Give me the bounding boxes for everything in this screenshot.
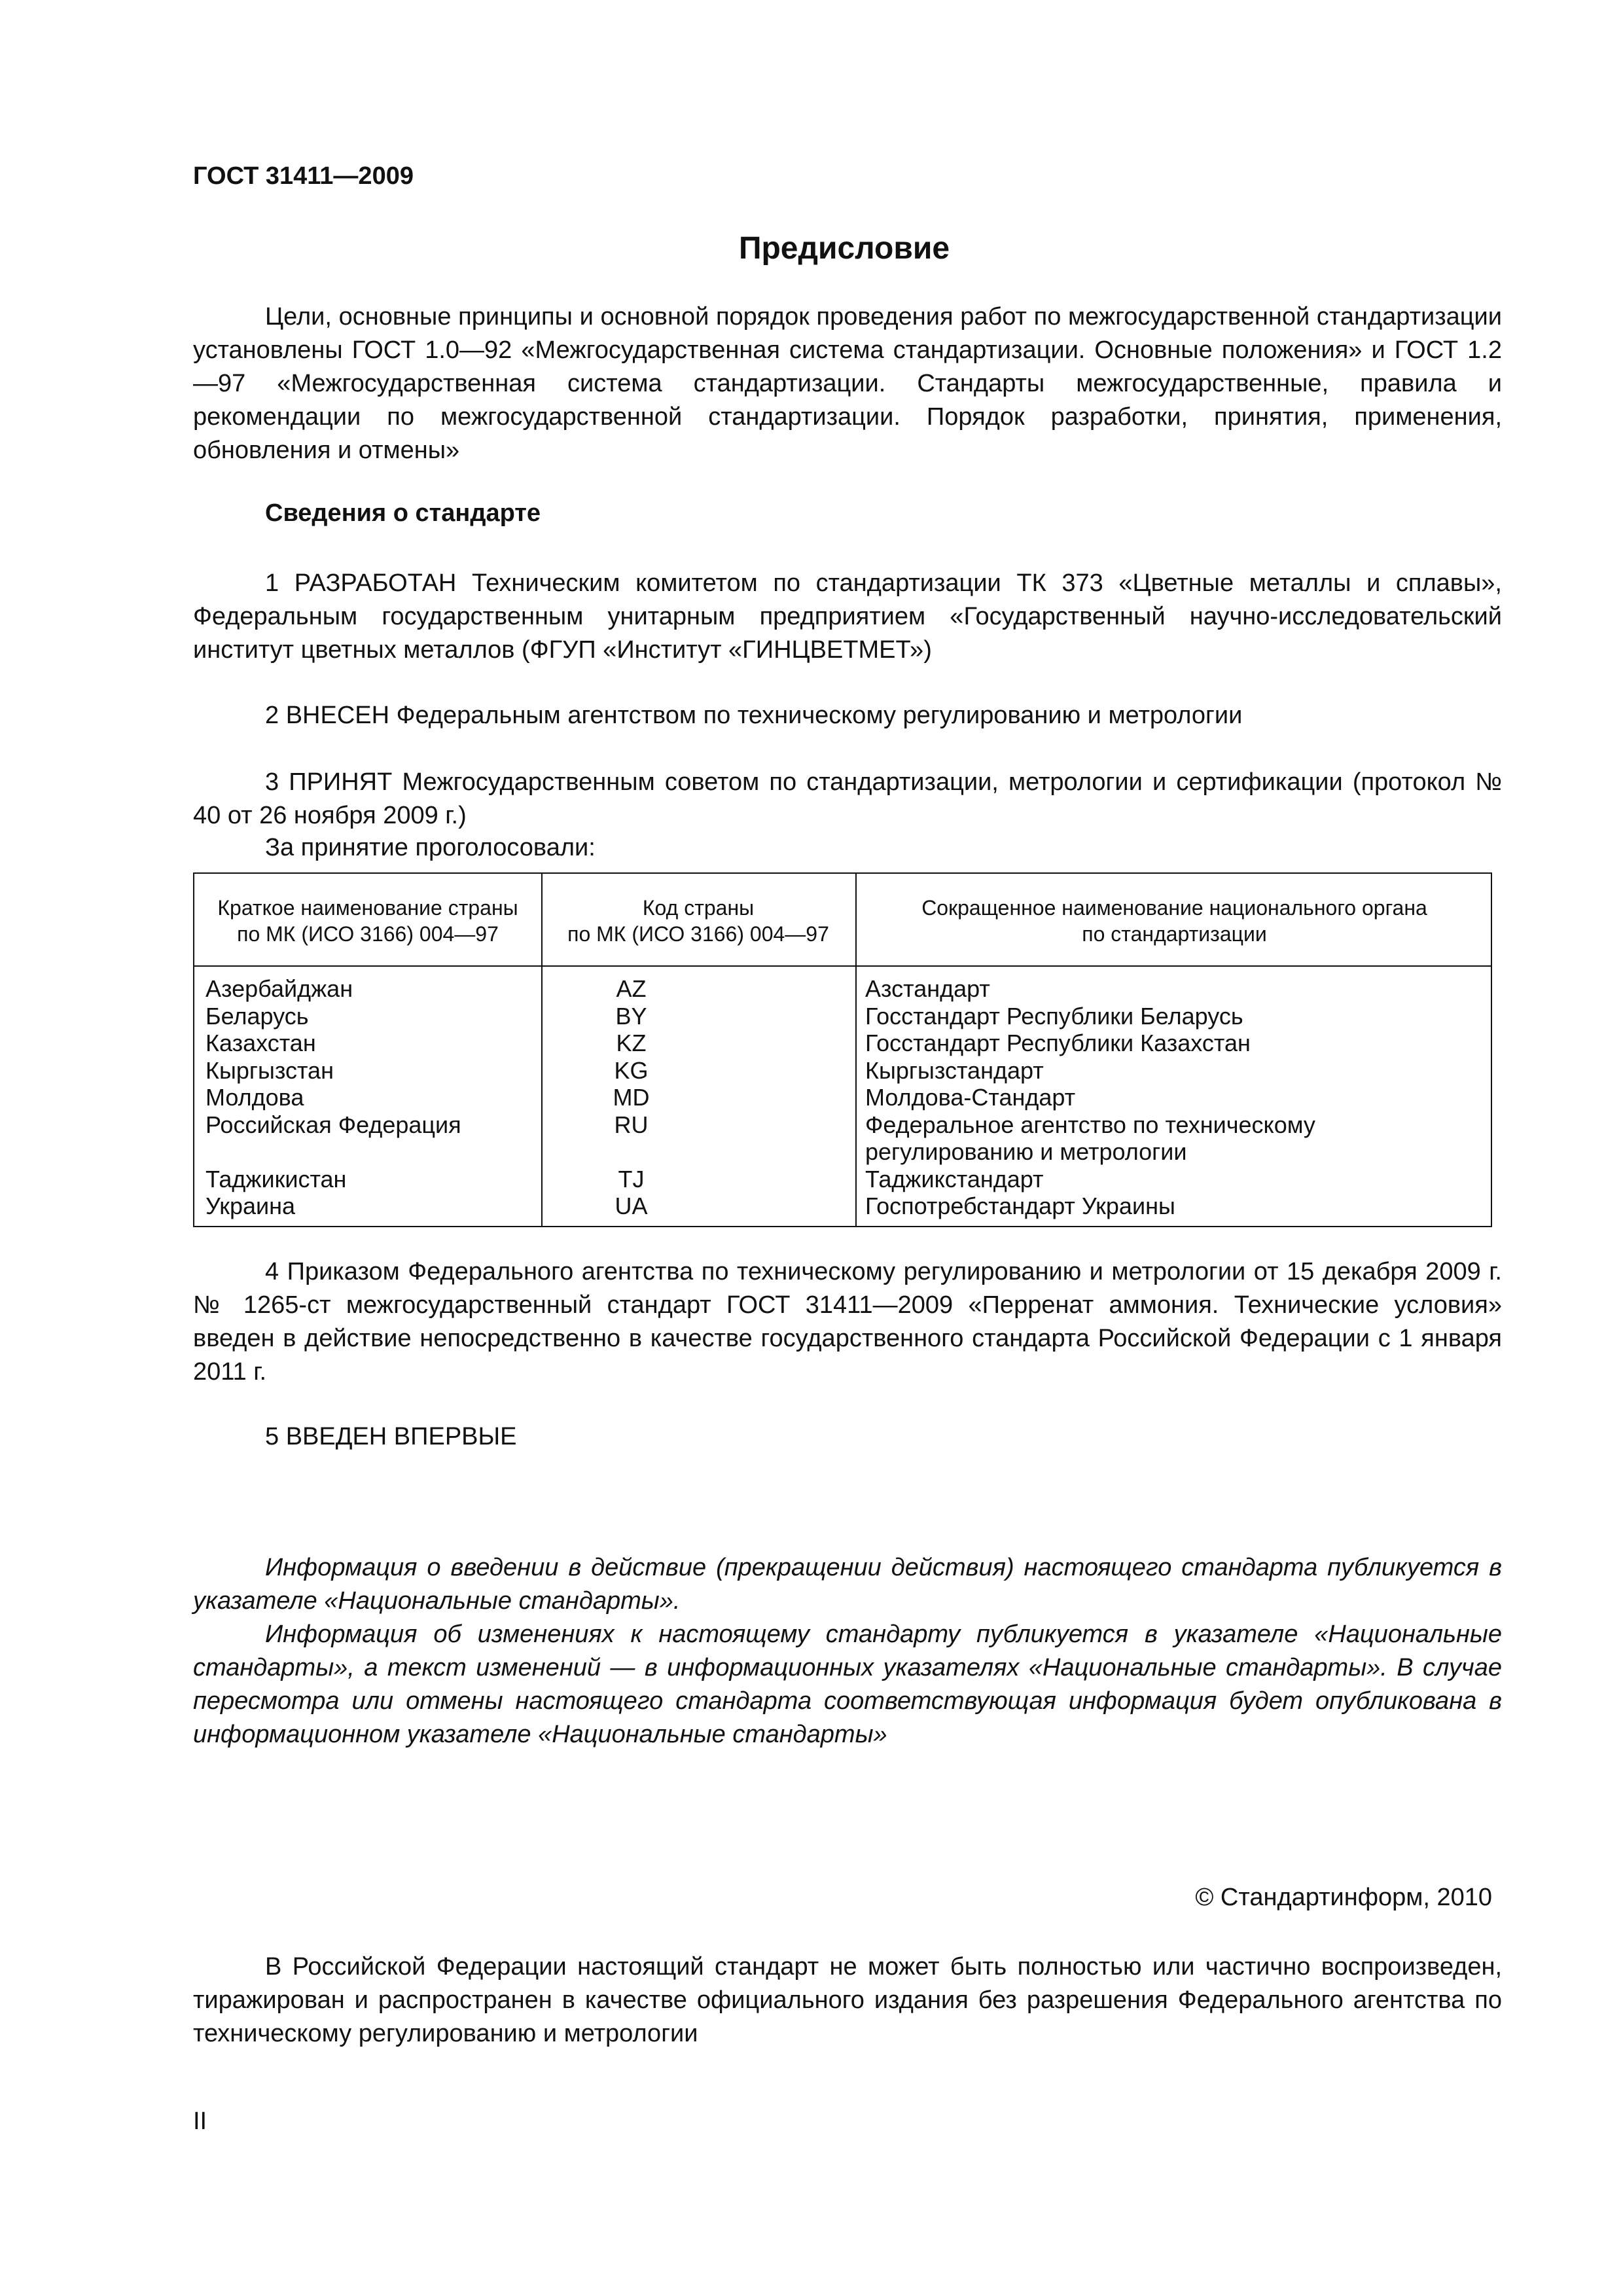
- code-cell: RU: [614, 1111, 649, 1138]
- intro-paragraph: Цели, основные принципы и основной порядок проведения работ по межгосударственной стандартизации установлены ГОСТ 1.0—92 «Межгосударственная система стандартизации. Основные положения» и ГОСТ 1.2—97 «Межгосударственная система стандартизации. Стандарты межгосударственные, правила и рекомендации по межгосударственной стандартизации. Порядок разработки, принятия, применения, обновления и отмены»: [193, 303, 1502, 464]
- page-number: II: [193, 2108, 207, 2135]
- country-cell: Российская Федерация: [205, 1111, 461, 1138]
- country-cell: Кыргызстан: [205, 1056, 334, 1084]
- item-2-submitted: 2 ВНЕСЕН Федеральным агентством по техническому регулированию и метрологии: [265, 702, 1243, 729]
- body-cell: Госстандарт Республики Казахстан: [865, 1030, 1251, 1056]
- voted-label: За принятие проголосовали:: [265, 834, 596, 861]
- code-cell: KZ: [616, 1030, 647, 1056]
- header-line: по МК (ИСО 3166) 004—97: [237, 922, 499, 946]
- header-line: Сокращенное наименование национального органа: [921, 896, 1427, 920]
- copyright-line: © Стандартинформ, 2010: [1195, 1884, 1492, 1911]
- country-cell: Азербайджан: [205, 975, 353, 1002]
- table-header-divider: [194, 965, 1491, 967]
- table-header-body: [855, 895, 1493, 947]
- header-line: Краткое наименование страны: [217, 896, 518, 920]
- item-4-order: 4 Приказом Федерального агентства по техническому регулированию и метрологии от 15 декабря 2009 г. № 1265-ст межгосударственный стандарт ГОСТ 31411—2009 «Перренат аммония. Технические условия» введен в действие непосредственно в качестве государственного стандарта Российской Федерации с 1 января 2011 г.: [193, 1258, 1502, 1386]
- standards-body-column: [865, 975, 1323, 1220]
- voting-table: [193, 872, 1492, 1227]
- code-cell: TJ: [618, 1165, 645, 1193]
- section-heading: Сведения о стандарте: [265, 499, 541, 527]
- country-cell: Украина: [205, 1193, 296, 1219]
- body-cell: Таджикстандарт: [865, 1165, 1044, 1193]
- body-cell: Федеральное агентство по техническому регулированию и метрологии: [865, 1111, 1315, 1165]
- code-cell: UA: [615, 1193, 648, 1219]
- code-cell: BY: [615, 1002, 647, 1030]
- header-line: по МК (ИСО 3166) 004—97: [567, 922, 829, 946]
- body-cell: Кыргызстандарт: [865, 1056, 1044, 1084]
- notice-paragraph-2: Информация об изменениях к настоящему стандарту публикуется в указателе «Национальные стандарты», а текст изменений — в информационных указателях «Национальные стандарты». В случае пересмотра или отмены настоящего стандарта соответствующая информация будет опубликована в информационном указателе «Национальные стандарты»: [193, 1621, 1502, 1748]
- country-cell: Беларусь: [205, 1002, 309, 1030]
- country-cell: Молдова: [205, 1084, 304, 1111]
- item-3-adopted: 3 ПРИНЯТ Межгосударственным советом по стандартизации, метрологии и сертификации (протокол № 40 от 26 ноября 2009 г.): [193, 768, 1502, 829]
- body-cell: Госстандарт Республики Беларусь: [865, 1002, 1243, 1030]
- code-column: [544, 975, 718, 1220]
- notice-paragraph-1: Информация о введении в действие (прекращении действия) настоящего стандарта публикуется в указателе «Национальные стандарты».: [193, 1554, 1502, 1615]
- rights-paragraph: В Российской Федерации настоящий стандарт не может быть полностью или частично воспроизведен, тиражирован и распространен в качестве официального издания без разрешения Федерального агентства по техническому регулированию и метрологии: [193, 1953, 1502, 2047]
- item-5-introduced: 5 ВВЕДЕН ВПЕРВЫЕ: [265, 1423, 517, 1450]
- item-1-developed: 1 РАЗРАБОТАН Техническим комитетом по стандартизации ТК 373 «Цветные металлы и сплавы», Федеральным государственным унитарным предприятием «Государственный научно-исследовательский институт цветных металлов (ФГУП «Институт «ГИНЦВЕТМЕТ»): [193, 569, 1502, 664]
- body-cell: Госпотребстандарт Украины: [865, 1193, 1175, 1219]
- country-cell: Таджикистан: [205, 1165, 347, 1193]
- table-header-country: [194, 895, 541, 947]
- code-cell: AZ: [616, 975, 647, 1002]
- body-cell: Молдова-Стандарт: [865, 1084, 1076, 1111]
- page-title: Предисловие: [738, 231, 950, 266]
- code-cell: MD: [613, 1084, 650, 1111]
- country-column: [205, 975, 461, 1220]
- table-header-code: [541, 895, 855, 947]
- code-cell: KG: [614, 1056, 649, 1084]
- document-code: ГОСТ 31411—2009: [193, 162, 414, 190]
- header-line: по стандартизации: [1082, 922, 1267, 946]
- body-cell: Азстандарт: [865, 975, 990, 1002]
- country-cell: Казахстан: [205, 1030, 316, 1056]
- header-line: Код страны: [642, 896, 755, 920]
